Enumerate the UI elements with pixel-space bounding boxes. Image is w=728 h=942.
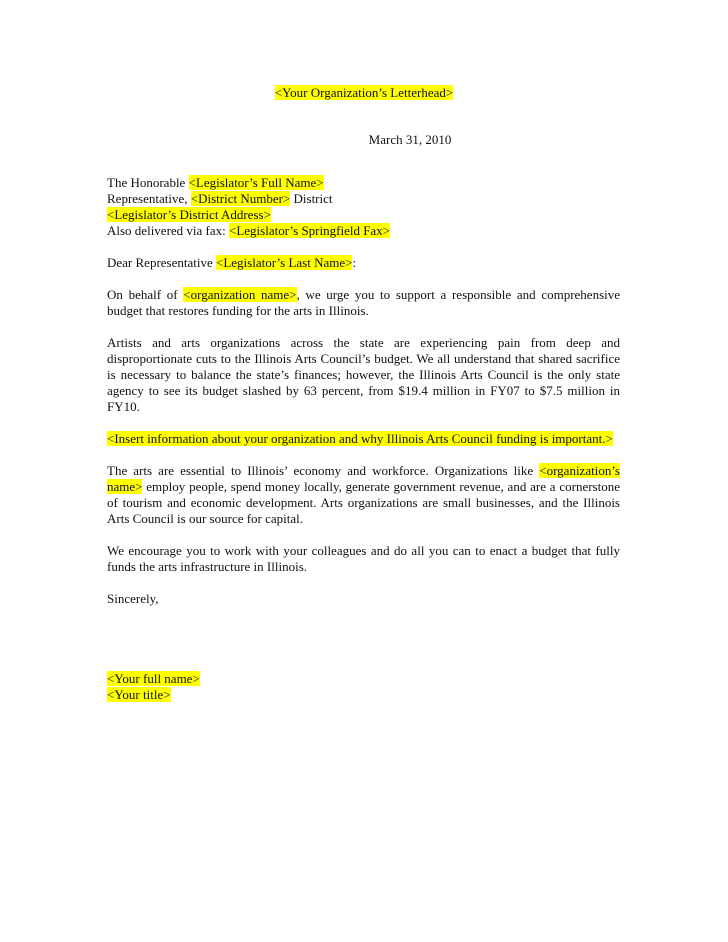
recipient-address-block: [107, 175, 620, 239]
legislator-full-name-placeholder: <Legislator’s Full Name>: [188, 175, 324, 190]
letter-page: [107, 85, 620, 703]
paragraph-3: [107, 431, 620, 447]
organization-name-placeholder: <organization name>: [183, 287, 297, 302]
paragraph-5: We encourage you to work with your colleagues and do all you can to enact a budget that fully funds the arts infrastructure in Illinois.: [107, 543, 620, 574]
address-line-fax: [107, 223, 620, 239]
letterhead-placeholder: <Your Organization’s Letterhead>: [274, 85, 454, 100]
salutation-prefix: Dear Representative: [107, 255, 217, 270]
address-line-honorable: [107, 175, 620, 191]
representative-prefix: Representative,: [107, 191, 191, 206]
letterhead-line: [107, 85, 620, 101]
paragraph-1-prefix: On behalf of: [107, 287, 184, 302]
your-title-placeholder: <Your title>: [107, 687, 171, 702]
insert-information-placeholder: <Insert information about your organization and why Illinois Arts Council funding is important.>: [107, 431, 613, 446]
paragraph-2: Artists and arts organizations across the state are experiencing pain from deep and disproportionate cuts to the Illinois Arts Council’s budget. We all understand that shared sacrifice is necessary to balance the state’s finances; however, the Illinois Arts Council is the only state agency to see its budget slashed by 63 percent, from $19.4 million in FY07 to $7.5 million in FY10.: [107, 335, 620, 414]
salutation: [107, 255, 620, 271]
district-suffix: District: [290, 191, 333, 206]
paragraph-4-prefix: The arts are essential to Illinois’ economy and workforce. Organizations like: [107, 463, 540, 478]
your-full-name-placeholder: <Your full name>: [107, 671, 200, 686]
paragraph-4: [107, 463, 620, 527]
address-line-district: [107, 191, 620, 207]
letter-date: March 31, 2010: [368, 132, 452, 147]
address-line-district-address: [107, 207, 620, 223]
springfield-fax-placeholder: <Legislator’s Springfield Fax>: [229, 223, 391, 238]
salutation-suffix: :: [352, 255, 357, 270]
fax-prefix: Also delivered via fax:: [107, 223, 230, 238]
signature-title-line: [107, 687, 620, 703]
legislator-last-name-placeholder: <Legislator’s Last Name>: [216, 255, 353, 270]
district-address-placeholder: <Legislator’s District Address>: [107, 207, 271, 222]
district-number-placeholder: <District Number>: [190, 191, 291, 206]
paragraph-1: [107, 287, 620, 319]
paragraph-1-suffix: , we urge you to support a responsible and comprehensive budget that restores funding for the arts in Illinois.: [107, 287, 621, 318]
signature-name-line: [107, 671, 620, 687]
organizations-name-placeholder: <organization’s name>: [107, 463, 620, 494]
honorable-prefix: The Honorable: [107, 175, 189, 190]
closing: Sincerely,: [107, 591, 159, 606]
paragraph-4-suffix: employ people, spend money locally, generate government revenue, and are a cornerstone of tourism and economic development. Arts organizations are small businesses, and the Illinois Arts Council is our source for capital.: [107, 479, 620, 526]
signature-block: [107, 671, 620, 703]
